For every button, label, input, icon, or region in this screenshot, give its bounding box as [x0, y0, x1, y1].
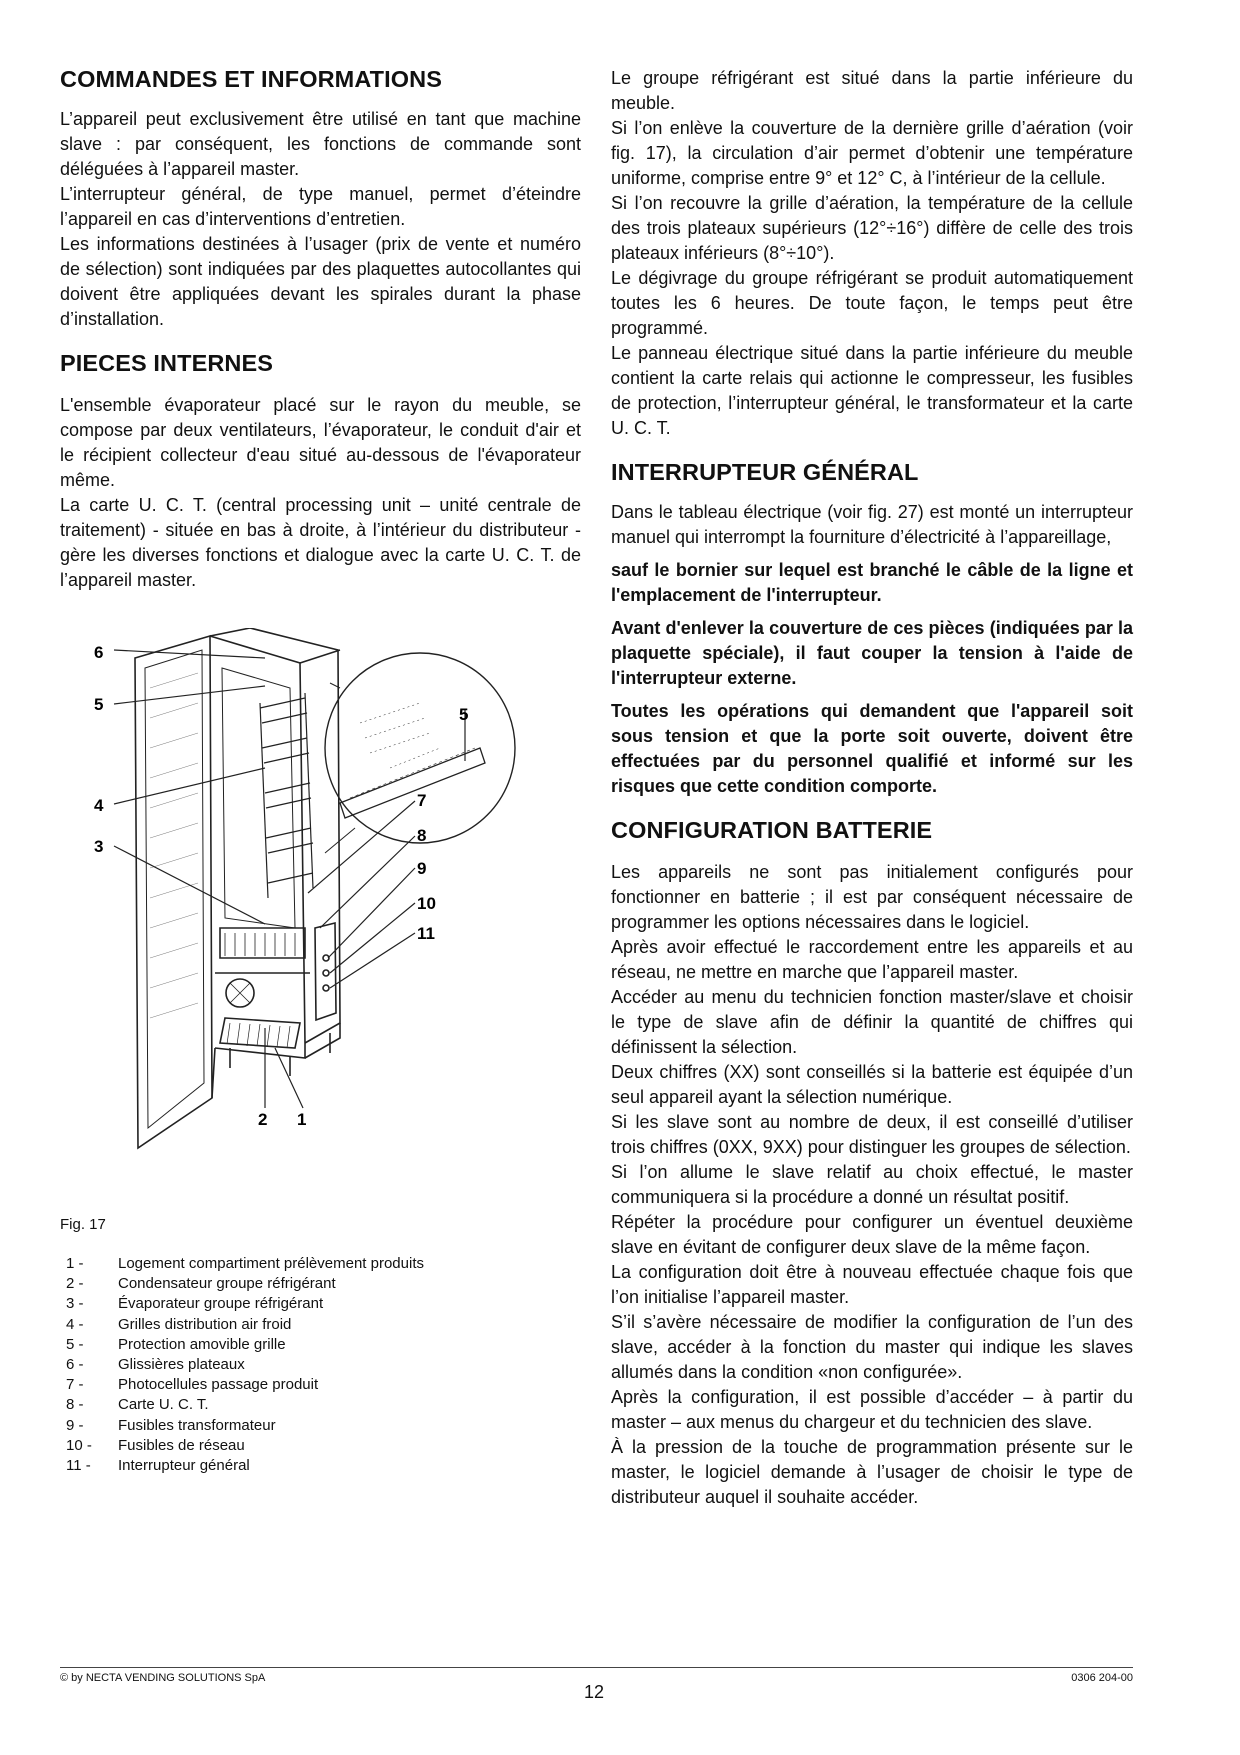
callout-5b: 5 [459, 705, 469, 724]
paragraph: Après avoir effectué le raccordement entre les appareils et au réseau, ne mettre en marche que l’appareil master. [611, 937, 1133, 982]
paragraph: Accéder au menu du technicien fonction master/slave et choisir le type de slave afin de définir la quantité de chiffres qui définissent la sélection. [611, 987, 1133, 1057]
paragraph: L’appareil peut exclusivement être utilisé en tant que machine slave : par conséquent, les fonctions de commande sont déléguées à l’appareil master. [60, 109, 581, 179]
legend-number: 8 - [66, 1396, 84, 1414]
document-code: 0306 204-00 [1071, 1672, 1133, 1684]
legend-text: Fusibles transformateur [118, 1416, 276, 1434]
right-column [611, 66, 1133, 1510]
page-number: 12 [584, 1682, 605, 1702]
legend-number: 7 - [66, 1376, 84, 1394]
heading-commandes: COMMANDES ET INFORMATIONS [60, 66, 442, 92]
vending-machine-drawing [90, 628, 560, 1188]
legend-number: 3 - [66, 1295, 84, 1313]
paragraph: Le groupe réfrigérant est situé dans la partie inférieure du meuble. [611, 68, 1133, 113]
paragraph: Répéter la procédure pour configurer un éventuel deuxième slave en évitant de configurer deux slave de la même façon. [611, 1212, 1133, 1257]
callout-3: 3 [94, 837, 104, 856]
paragraph: Dans le tableau électrique (voir fig. 27) est monté un interrupteur manuel qui interrompt la fourniture d’électricité à l’appareillage, [611, 502, 1133, 547]
footer-divider [60, 1667, 1133, 1668]
paragraph: Les appareils ne sont pas initialement configurés pour fonctionner en batterie ; il est par conséquent nécessaire de programmer les options nécessaires dans le logiciel. [611, 862, 1133, 932]
legend-item [60, 1395, 540, 1415]
paragraph: Si l’on allume le slave relatif au choix effectué, le master communiquera si la procédure a donné un résultat positif. [611, 1162, 1133, 1207]
paragraph: À la pression de la touche de programmation présente sur le master, le logiciel demande à l’usager de choisir le type de distributeur auquel il souhaite accéder. [611, 1437, 1133, 1507]
legend-item [60, 1335, 540, 1355]
legend-number: 11 - [66, 1457, 91, 1475]
callout-9: 9 [417, 859, 427, 878]
heading-configuration-batterie: CONFIGURATION BATTERIE [611, 817, 933, 843]
paragraph: Deux chiffres (XX) sont conseillés si la batterie est équipée d’un seul appareil ayant la sélection numérique. [611, 1062, 1133, 1107]
callout-7: 7 [417, 791, 427, 810]
paragraph: Si l’on recouvre la grille d’aération, la température de la cellule des trois plateaux supérieurs (12°÷16°) diffère de celle des trois plateaux inférieurs (8°÷10°). [611, 193, 1133, 263]
legend-text: Grilles distribution air froid [118, 1315, 292, 1333]
legend-item [60, 1274, 540, 1294]
legend-number: 6 - [66, 1356, 84, 1374]
warning-paragraph: sauf le bornier sur lequel est branché le câble de la ligne et l'emplacement de l'interrupteur. [611, 560, 1133, 605]
legend-text: Photocellules passage produit [118, 1376, 319, 1394]
paragraph: S’il s’avère nécessaire de modifier la configuration de l’un des slave, accéder à la fonction du master qui indique les slaves allumés dans la condition «non configurée». [611, 1312, 1133, 1382]
legend-item [60, 1254, 540, 1274]
figure-caption: Fig. 17 [60, 1216, 106, 1233]
callout-6: 6 [94, 643, 104, 662]
paragraph: Les informations destinées à l’usager (prix de vente et numéro de sélection) sont indiquées par des plaquettes autocollantes qui doivent être appliquées devant les spirales durant la phase d’installation. [60, 234, 581, 329]
warning-paragraph: Avant d'enlever la couverture de ces pièces (indiquées par la plaquette spéciale), il faut couper la tension à l'aide de l'interrupteur externe. [611, 618, 1133, 688]
legend-number: 2 - [66, 1275, 84, 1293]
legend-text: Carte U. C. T. [118, 1396, 209, 1414]
paragraph: Après la configuration, il est possible d’accéder – à partir du master – aux menus du chargeur et du technicien des slave. [611, 1387, 1133, 1432]
callout-5: 5 [94, 695, 104, 714]
paragraph: Si l’on enlève la couverture de la dernière grille d’aération (voir fig. 17), la circulation d’air permet d’obtenir une température uniforme, comprise entre 9° et 12° C, à l’intérieur de la cellule. [611, 118, 1133, 188]
legend-text: Fusibles de réseau [118, 1436, 245, 1454]
callout-10: 10 [417, 894, 436, 913]
callout-8: 8 [417, 826, 427, 845]
callout-1: 1 [297, 1110, 307, 1129]
legend-text: Logement compartiment prélèvement produits [118, 1255, 424, 1272]
legend-text: Condensateur groupe réfrigérant [118, 1275, 336, 1293]
legend-text: Glissières plateaux [118, 1356, 245, 1374]
paragraph: L'ensemble évaporateur placé sur le rayon du meuble, se compose par deux ventilateurs, l’évaporateur, le conduit d'air et le récipient collecteur d'eau situé au-dessous de l'évaporateur même. [60, 395, 581, 490]
paragraph: L’interrupteur général, de type manuel, permet d’éteindre l’appareil en cas d’interventions d’entretien. [60, 184, 581, 229]
footer-copyright: © by NECTA VENDING SOLUTIONS SpA [60, 1672, 266, 1684]
figure-legend [60, 1254, 540, 1476]
warning-paragraph: Toutes les opérations qui demandent que l'appareil soit sous tension et que la porte soit ouverte, doivent être effectuées par du personnel qualifié et informé sur les risques que cette condition comporte. [611, 701, 1133, 796]
heading-pieces-internes: PIECES INTERNES [60, 350, 274, 376]
heading-interrupteur-general: INTERRUPTEUR GÉNÉRAL [611, 459, 919, 485]
paragraph: La configuration doit être à nouveau effectuée chaque fois que l’on initialise l’appareil master. [611, 1262, 1133, 1307]
paragraph: Le panneau électrique situé dans la partie inférieure du meuble contient la carte relais qui actionne le compresseur, les fusibles de protection, l’interrupteur général, le transformateur et la carte U. C. T. [611, 343, 1133, 438]
callout-2: 2 [258, 1110, 268, 1129]
paragraph: Si les slave sont au nombre de deux, il est conseillé d’utiliser trois chiffres (0XX, 9XX) pour distinguer les groupes de sélection. [611, 1112, 1133, 1157]
legend-text: Protection amovible grille [118, 1335, 286, 1353]
legend-number: 1 - [66, 1255, 84, 1272]
legend-item [60, 1294, 540, 1314]
figure-17-illustration [90, 628, 560, 1188]
legend-item [60, 1456, 540, 1476]
callout-4: 4 [94, 796, 104, 815]
legend-text: Évaporateur groupe réfrigérant [118, 1295, 324, 1313]
paragraph: La carte U. C. T. (central processing unit – unité centrale de traitement) - située en bas à droite, à l’intérieur du distributeur - gère les diverses fonctions et dialogue avec la carte U. C. T. de l’appareil master. [60, 495, 581, 590]
legend-number: 10 - [66, 1436, 92, 1454]
legend-number: 5 - [66, 1335, 84, 1353]
legend-text: Interrupteur général [118, 1457, 250, 1475]
legend-item [60, 1436, 540, 1456]
left-column [60, 66, 581, 593]
legend-item [60, 1315, 540, 1335]
callout-11: 11 [417, 924, 435, 943]
legend-number: 4 - [66, 1315, 84, 1333]
legend-item [60, 1355, 540, 1375]
legend-number: 9 - [66, 1416, 84, 1434]
legend-item [60, 1375, 540, 1395]
paragraph: Le dégivrage du groupe réfrigérant se produit automatiquement toutes les 6 heures. De toute façon, le temps peut être programmé. [611, 268, 1133, 338]
legend-item [60, 1416, 540, 1436]
